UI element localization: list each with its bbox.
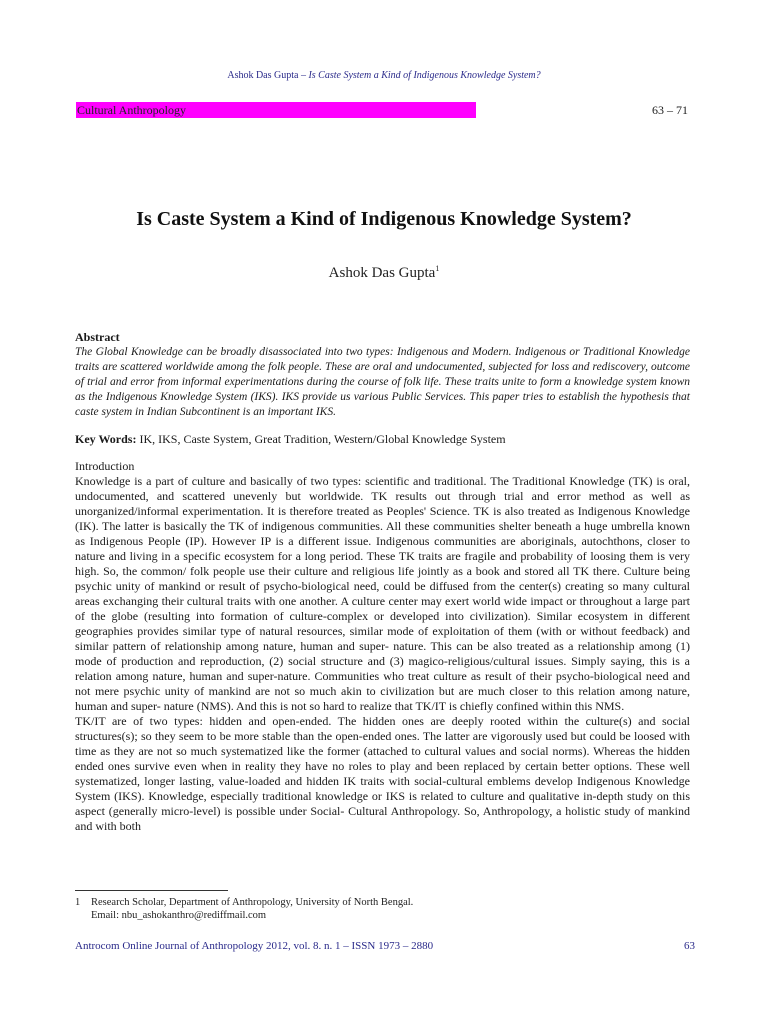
keywords [75, 432, 690, 447]
footnote-line [75, 896, 690, 909]
footer-page-number: 63 [684, 940, 695, 952]
keywords-text: IK, IKS, Caste System, Great Tradition, Western/Global Knowledge System [136, 432, 506, 446]
page-range: 63 – 71 [652, 103, 688, 117]
introduction-heading: Introduction [75, 459, 135, 473]
author-footnote-mark[interactable]: 1 [435, 264, 440, 273]
article-body [75, 330, 690, 834]
article-author [0, 264, 768, 282]
keywords-label: Key Words: [75, 432, 137, 446]
running-head-author: Ashok Das Gupta – [227, 70, 309, 81]
footnote [75, 896, 690, 922]
abstract-heading: Abstract [75, 330, 120, 344]
author-name: Ashok Das Gupta [328, 265, 436, 281]
section-label: Cultural Anthropology [77, 103, 186, 117]
running-head-title: Is Caste System a Kind of Indigenous Knowledge System? [308, 70, 541, 81]
footnote-email[interactable]: Email: nbu_ashokanthro@rediffmail.com [91, 910, 267, 921]
introduction-paragraph-1: Knowledge is a part of culture and basically of two types: scientific and traditional. The Traditional Knowledge (TK) is oral, undocumented, and scattered unevenly but worldwide. TK results out through trial and error method as well as unorganized/informal experimentation. It is therefore treated as Peoples' Science. TK is also treated as Indigenous Knowledge (IK). The latter is basically the TK of indigenous communities. All these communities shelter beneath a huge umbrella known as Indigenous People (IP). However IP is a different issue. Indigenous communities are aboriginals, autochthons, closer to nature and living in a specific ecosystem for a long period. These TK traits are fragile and probability of loosing them is very high. So, the common/ folk people use their culture and religious life jointly as a book and stored all TK there. Culture being psychic unity of mankind or result of psycho-biological need, could be diffused from the center(s) creating so many cultural areas exchanging their cultural traits with one another. A culture center may exert world wide impact or throughout a large part of the globe (resulting into formation of culture-complex or developed into civilization). Similar ecosystem in different geographies provides similar type of natural resources, similar mode of exploitation of them (with or without feedback) and similar pattern of relationship among nature, human and super- nature. This can be also treated as a relationship among (1) mode of production and reproduction, (2) social structure and (3) magico-religious/cultural issues. Simply saying, this is a relation among nature, human and super-nature. Communities who treat culture as result of their psycho-biological need and not mere psychic unity of mankind are not so much akin to civilization but are much closer to this relation among nature, human and super- nature (NMS). And this is not so hard to realize that TK/IT is chiefly confined within this NMS. [75, 474, 690, 713]
footnote-divider [75, 890, 228, 891]
introduction-paragraph-2: TK/IT are of two types: hidden and open-ended. The hidden ones are deeply rooted within the culture(s) and social structures(s); so they seem to be more stable than the open-ended ones. The latter are vigorously used but could be loosed with time as they are not so much systematized like the former (attached to cultural values and social norms). Whereas the hidden ended ones survive even when in reality they have no roles to play and been replaced by certain better options. These well systematized, longer lasting, value-loaded and hidden IK traits with social-cultural emblems develop Indigenous Knowledge System (IKS). Knowledge, especially traditional knowledge or IKS is related to culture and qualitative in-depth study on this aspect (generally micro-level) is possible under Social- Cultural Anthropology. So, Anthropology, a holistic study of mankind and with both [75, 714, 690, 833]
footnote-text: Research Scholar, Department of Anthropology, University of North Bengal. [91, 897, 414, 908]
abstract-text: The Global Knowledge can be broadly disassociated into two types: Indigenous and Modern. Indigenous or Traditional Knowledge traits are scattered worldwide among the folk people. These are oral and undocumented, subjected for loss and rediscovery, outcome of trial and error from informal experimentations during the course of folk life. These traits unite to form a knowledge system known as the Indigenous Knowledge System (IKS). IKS provide us various Public Services. This paper tries to establish the hypothesis that caste system in Indian Subcontinent is an important IKS. [75, 346, 690, 418]
footer-journal: Antrocom Online Journal of Anthropology 2012, vol. 8. n. 1 – ISSN 1973 – 2880 [75, 940, 434, 952]
footnote-number: 1 [75, 897, 81, 908]
running-head [0, 70, 768, 81]
article-title: Is Caste System a Kind of Indigenous Knowledge System? [136, 208, 632, 230]
